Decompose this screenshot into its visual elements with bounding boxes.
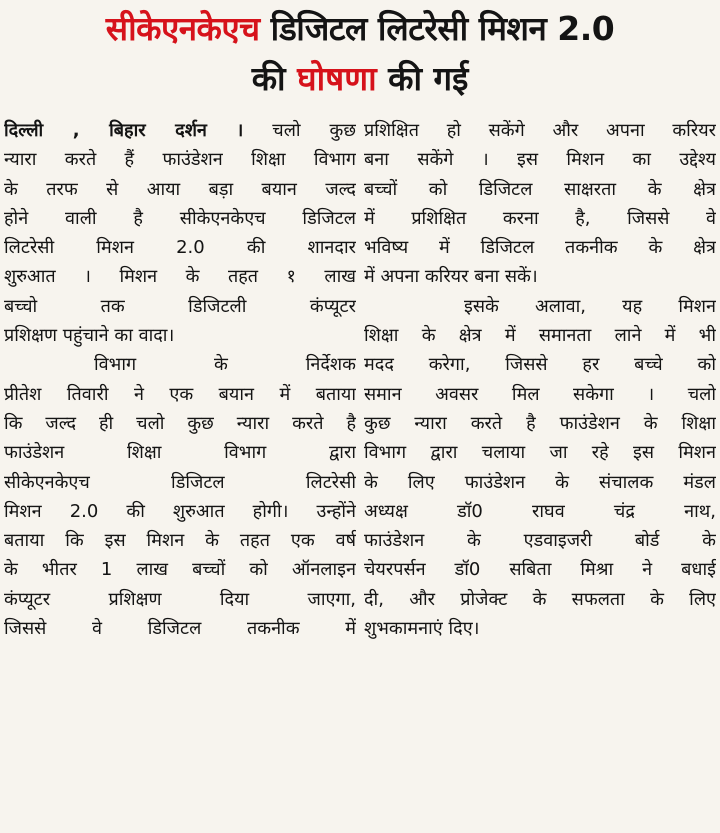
article-line: कंप्यूटर प्रशिक्षण दिया जाएगा, bbox=[4, 588, 356, 610]
article-line: समान अवसर मिल सकेगा । चलो bbox=[364, 383, 716, 405]
article-line: के लिए फाउंडेशन के संचालक मंडल bbox=[364, 471, 716, 493]
article-line: शुभकामनाएं दिए। bbox=[364, 618, 480, 640]
article-line: कुछ न्यारा करते है फाउंडेशन के शिक्षा bbox=[364, 412, 716, 434]
article-line: इसके अलावा, यह मिशन bbox=[464, 295, 716, 317]
right-column bbox=[364, 116, 716, 643]
article-line: दी, और प्रोजेक्ट के सफलता के लिए bbox=[364, 588, 716, 610]
article-line: फाउंडेशन के एडवाइजरी बोर्ड के bbox=[364, 530, 716, 552]
article-line: बच्चों को डिजिटल साक्षरता के क्षेत्र bbox=[364, 178, 716, 200]
article-line: बताया कि इस मिशन के तहत एक वर्ष bbox=[4, 530, 356, 552]
headline-black-text: डिजिटल लिटरेसी मिशन 2.0 bbox=[270, 9, 615, 48]
headline-word-ki: की bbox=[251, 59, 286, 98]
headline-word-ghoshna: घोषणा bbox=[297, 59, 377, 98]
headline-red-word: सीकेएनकेएच bbox=[105, 9, 260, 48]
article-line: न्यारा करते हैं फाउंडेशन शिक्षा विभाग bbox=[4, 149, 356, 171]
article-line: कि जल्द ही चलो कुछ न्यारा करते है bbox=[4, 412, 356, 434]
article-line: में प्रशिक्षित करना है, जिससे वे bbox=[364, 207, 716, 229]
article-line: अध्यक्ष डॉ0 राघव चंद्र नाथ, bbox=[364, 500, 716, 522]
article-line: लिटरेसी मिशन 2.0 की शानदार bbox=[4, 237, 356, 259]
article-line: भविष्य में डिजिटल तकनीक के क्षेत्र bbox=[364, 237, 716, 259]
article-line: बच्चो तक डिजिटली कंप्यूटर bbox=[4, 295, 356, 317]
article-line: होने वाली है सीकेएनकेएच डिजिटल bbox=[4, 207, 356, 229]
article-line: में अपना करियर बना सकें। bbox=[364, 266, 538, 288]
article-line: चेयरपर्सन डॉ0 सबिता मिश्रा ने बधाई bbox=[364, 559, 716, 581]
article-line: मदद करेगा, जिससे हर बच्चे को bbox=[364, 354, 716, 376]
article-line: दिल्ली , बिहार दर्शन । चलो कुछ bbox=[4, 120, 356, 141]
article-line: प्रशिक्षण पहुंचाने का वादा। bbox=[4, 325, 175, 347]
article-line: के भीतर 1 लाख बच्चों को ऑनलाइन bbox=[4, 559, 356, 581]
article-line: सीकेएनकेएच डिजिटल लिटरेसी bbox=[4, 471, 356, 493]
article-line: शिक्षा के क्षेत्र में समानता लाने में भी bbox=[364, 325, 716, 347]
article-line: के तरफ से आया बड़ा बयान जल्द bbox=[4, 178, 356, 200]
article-line: विभाग द्वारा चलाया जा रहे इस मिशन bbox=[364, 442, 716, 464]
article-body bbox=[4, 116, 716, 643]
headline-line-2 bbox=[4, 54, 716, 104]
article-line: प्रशिक्षित हो सकेंगे और अपना करियर bbox=[364, 120, 716, 141]
article-line: बना सकेंगे । इस मिशन का उद्देश्य bbox=[364, 149, 716, 171]
headline-word-ki-gai: की गई bbox=[388, 59, 469, 98]
article-line: शुरुआत । मिशन के तहत १ लाख bbox=[4, 266, 356, 288]
article-line: जिससे वे डिजिटल तकनीक में bbox=[4, 618, 356, 640]
article-line: विभाग के निर्देशक bbox=[94, 354, 356, 376]
article-line: फाउंडेशन शिक्षा विभाग द्वारा bbox=[4, 442, 356, 464]
article-line: मिशन 2.0 की शुरुआत होगी। उन्होंने bbox=[4, 500, 356, 522]
left-column bbox=[4, 116, 356, 643]
headline-line-1 bbox=[4, 0, 716, 52]
dateline: दिल्ली , बिहार दर्शन । bbox=[4, 120, 244, 141]
article-line: प्रीतेश तिवारी ने एक बयान में बताया bbox=[4, 383, 356, 405]
